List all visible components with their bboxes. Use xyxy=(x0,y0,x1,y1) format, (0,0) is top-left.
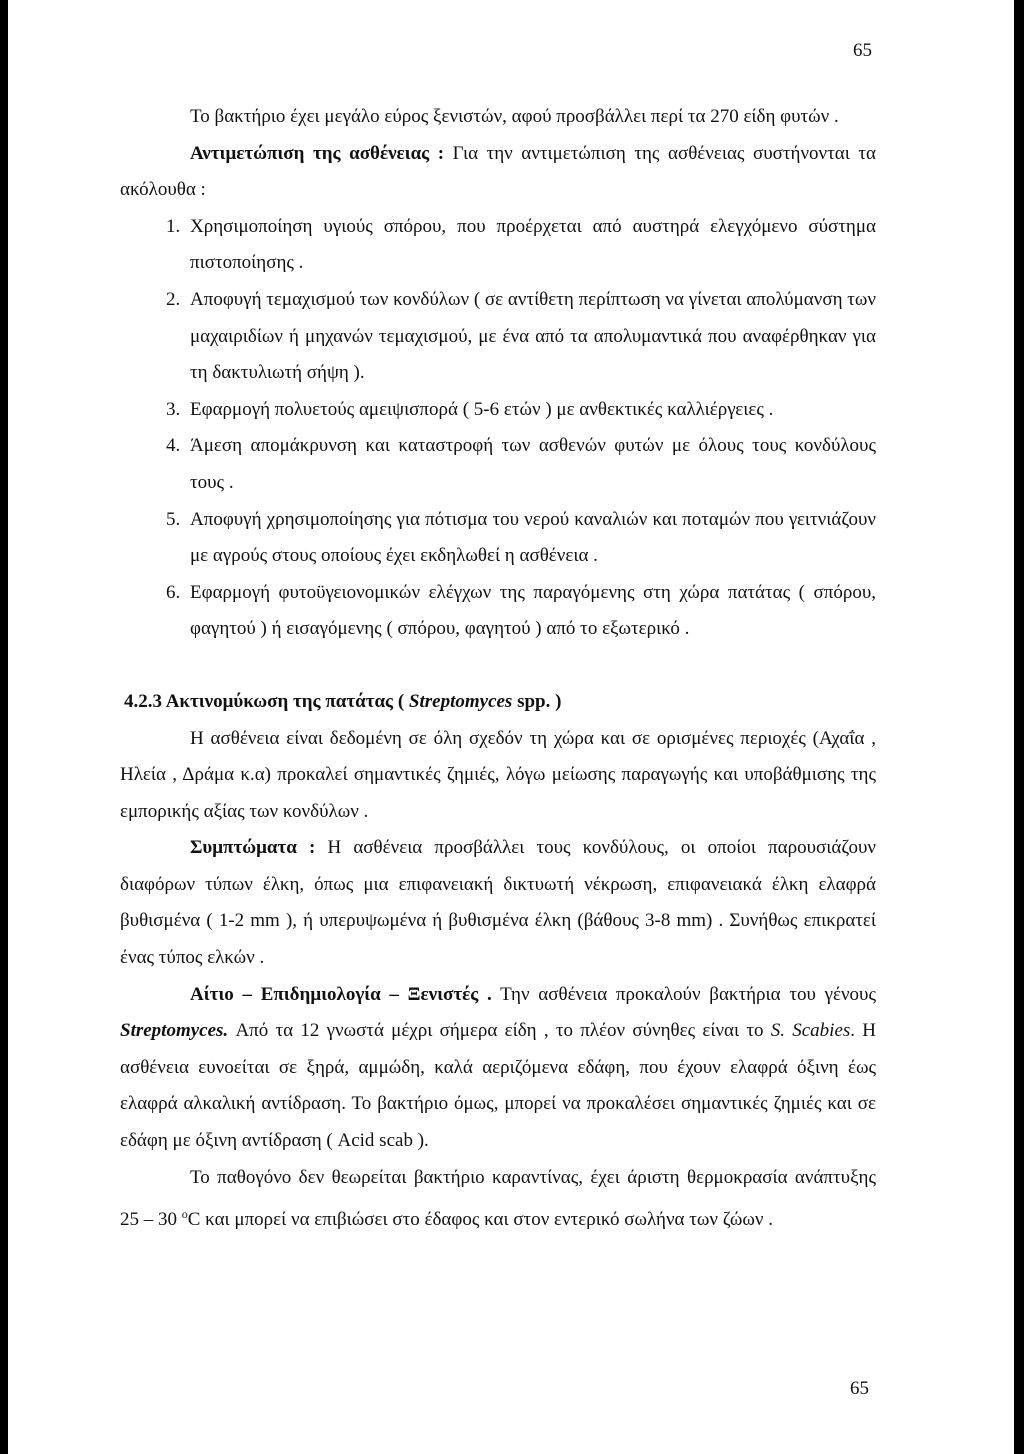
list-item xyxy=(166,209,876,282)
cause-paragraph xyxy=(120,977,876,1160)
symptoms-paragraph xyxy=(120,830,876,976)
page-body xyxy=(120,99,876,1239)
list-item-number: 5. xyxy=(166,508,181,530)
symptoms-label: Συμπτώματα : xyxy=(190,837,316,859)
document-page xyxy=(8,0,1014,1454)
list-item xyxy=(166,575,876,648)
section-heading xyxy=(120,684,876,721)
list-item-text: Άμεση απομάκρυνση και καταστροφή των ασθενών φυτών με όλους τους κονδύλους τους . xyxy=(190,435,876,493)
symptoms-text: Η ασθένεια προσβάλλει τους κονδύλους, οι οποίοι παρουσιάζουν διαφόρων τύπων έλκη, όπως μια επιφανειακή δικτυωτή νέκρωση, επιφανειακά έλκη ελαφρά βυθισμένα ( 1-2 mm ), ή υπερυψωμένα ή βυθισμένα έλκη (βάθους 3-8 mm) . Συνήθως επικρατεί ένας τύπος ελκών . xyxy=(120,837,876,969)
degree-mark: o xyxy=(181,1207,188,1222)
section-number: 4.2.3 xyxy=(124,690,162,712)
pathogen-text-2: C και μπορεί να επιβιώσει στο έδαφος και στον εντερικό σωλήνα των ζώων . xyxy=(187,1209,774,1231)
list-item-text: Αποφυγή χρησιμοποίησης για πότισμα του νερού καναλιών και ποταμών που γειτνιάζουν με αγρούς στους οποίους έχει εκδηλωθεί η ασθένεια . xyxy=(190,508,876,567)
section-title-end: spp. ) xyxy=(517,690,562,712)
intro-paragraph: Η ασθένεια είναι δεδομένη σε όλη σχεδόν τη χώρα και σε ορισμένες περιοχές (Αχαΐα , Ηλεία , Δράμα κ.α) προκαλεί σημαντικές ζημιές, λόγω μείωσης παραγωγής και υποβάθμισης της εμπορικής αξίας των κονδύλων . xyxy=(120,727,876,822)
treatment-list xyxy=(120,209,876,648)
list-item-text: Χρησιμοποίηση υγιούς σπόρου, που προέρχεται από αυστηρά ελεγχόμενο σύστημα πιστοποίησης . xyxy=(190,215,876,274)
list-item-text: Εφαρμογή πολυετούς αμειψισπορά ( 5-6 ετών ) με ανθεκτικές καλλιέργειες . xyxy=(190,398,774,420)
list-item xyxy=(166,392,876,429)
pathogen-paragraph xyxy=(120,1160,876,1239)
cause-text-2: Από τα 12 γνωστά μέχρι σήμερα είδη , το πλέον σύνηθες είναι το xyxy=(235,1020,764,1042)
list-item xyxy=(166,282,876,392)
list-item-number: 2. xyxy=(166,288,181,310)
list-item-text: Αποφυγή τεμαχισμού των κονδύλων ( σε αντίθετη περίπτωση να γίνεται απολύμανση των μαχαιριδίων ή μηχανών τεμαχισμού, με ένα από τα απολυμαντικά που αναφέρθηκαν για τη δακτυλιωτή σήψη ). xyxy=(190,288,876,384)
cause-text-1: Την ασθένεια προκαλούν βακτήρια του γένους xyxy=(500,983,876,1005)
treatment-paragraph xyxy=(120,136,876,209)
section-title: Ακτινομύκωση της πατάτας ( xyxy=(165,690,405,712)
page-number-bottom: 65 xyxy=(850,1378,869,1399)
list-item-number: 6. xyxy=(166,581,181,603)
treatment-text: Για την αντιμετώπιση της ασθένειας συστήνονται τα ακόλουθα : xyxy=(120,142,876,201)
host-range-paragraph: Το βακτήριο έχει μεγάλο εύρος ξενιστών, αφού προσβάλλει περί τα 270 είδη φυτών . xyxy=(190,106,839,127)
section-title-latin: Streptomyces xyxy=(408,690,513,712)
list-item-number: 3. xyxy=(166,398,181,420)
list-item-text: Εφαρμογή φυτοϋγειονομικών ελέγχων της παραγόμενης στη χώρα πατάτας ( σπόρου, φαγητού ) ή εισαγόμενης ( σπόρου, φαγητού ) από το εξωτερικό . xyxy=(190,581,876,640)
list-item xyxy=(166,428,876,501)
list-item-number: 1. xyxy=(166,215,181,237)
treatment-label: Αντιμετώπιση της ασθένειας : xyxy=(190,142,445,164)
list-item-number: 4. xyxy=(166,435,181,457)
pathogen-text-1: Το παθογόνο δεν θεωρείται βακτήριο καραντίνας, έχει άριστη θερμοκρασία ανάπτυξης 25 – 30 xyxy=(120,1166,876,1231)
page-number-top: 65 xyxy=(853,40,872,61)
cause-text-3: . Η ασθένεια ευνοείται σε ξηρά, αμμώδη, καλά αεριζόμενα εδάφη, που έχουν ελαφρά όξινη έως ελαφρά αλκαλική αντίδραση. Το βακτήριο όμως, μπορεί να προκαλέσει σημαντικές ζημιές και σε εδάφη με όξινη αντίδραση ( Acid scab ). xyxy=(120,1020,876,1152)
cause-label: Αίτιο – Επιδημιολογία – Ξενιστές . xyxy=(190,983,492,1005)
section-gap xyxy=(120,648,876,684)
cause-genus: Streptomyces. xyxy=(120,1020,229,1042)
list-item xyxy=(166,502,876,575)
cause-species: S. Scabies xyxy=(770,1020,851,1042)
